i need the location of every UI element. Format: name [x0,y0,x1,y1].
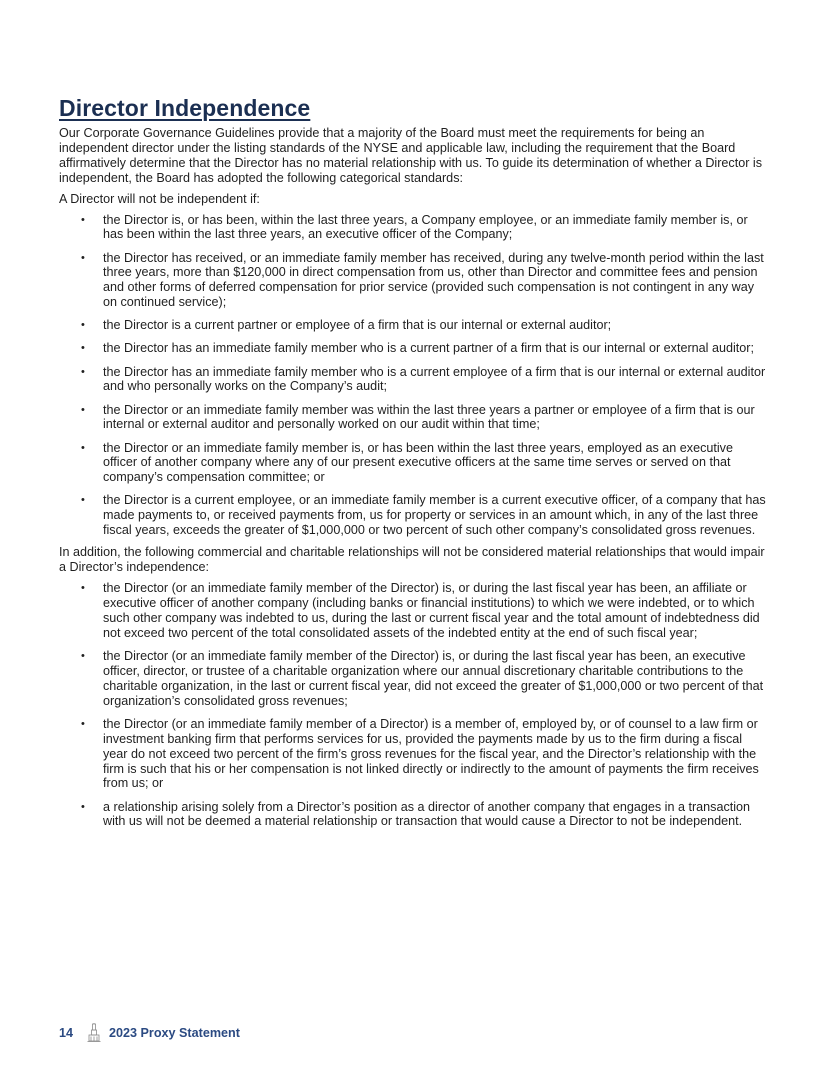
list-item [59,717,769,792]
bullet-icon: • [81,403,85,416]
tower-logo-icon [87,1023,101,1043]
bullet-icon: • [81,251,85,264]
list-item-text: the Director (or an immediate family member of a Director) is a member of, employed by, or of counsel to a law firm or investment banking firm that performs services for us, provided the payments made by us to the firm during a fiscal year do not exceed two percent of the firm’s gross revenues for the fiscal year, and the Director’s relationship with the firm is such that his or her compensation is not linked directly or indirectly to the amount of payments the firm receives from us; or [103,716,759,791]
intro-paragraph: Our Corporate Governance Guidelines provide that a majority of the Board must meet the requirements for being an independent director under the listing standards of the NYSE and applicable law, including the requirement that the Board affirmatively determine that the Director has no material relationship with us. To guide its determination of whether a Director is independent, the Board has adopted the following categorical standards: [59,126,763,185]
independence-criteria-list [59,213,769,539]
list-item-text: the Director is, or has been, within the last three years, a Company employee, or an immediate family member is, or has been within the last three years, an executive officer of the Company; [103,212,748,242]
list-item-text: the Director (or an immediate family member of the Director) is, or during the last fiscal year has been, an executive officer, director, or trustee of a charitable organization where our annual discretionary charitable contributions to the charitable organization, in the last or current fiscal year, did not exceed the greater of $1,000,000 or two percent of that organization’s consolidated gross revenues; [103,648,764,708]
list-item [59,649,769,709]
list-item-text: the Director has an immediate family member who is a current employee of a firm that is our internal or external auditor and who personally works on the Company’s audit; [103,364,766,394]
list-item [59,318,769,333]
list-item-text: the Director has an immediate family member who is a current partner of a firm that is our internal or external auditor; [103,341,754,356]
bullet-icon: • [81,342,85,355]
list-item [59,581,769,641]
list-item [59,251,769,311]
bullet-icon: • [81,319,85,332]
list2-lead: In addition, the following commercial and charitable relationships will not be considered material relationships that would impair a Director’s independence: [59,545,765,575]
list-item-text: the Director has received, or an immediate family member has received, during any twelve-month period within the last three years, more than $120,000 in direct compensation from us, other than Director and committee fees and pension and other forms of deferred compensation for prior service (provided such compensation is not contingent in any way on continued service); [103,250,764,310]
list-item-text: the Director is a current employee, or an immediate family member is a current executive officer, of a company that has made payments to, or received payments from, us for property or services in an amount which, in any of the last three fiscal years, exceeds the greater of $1,000,000 or two percent of such other company’s consolidated gross revenues. [103,493,766,538]
list-item [59,800,769,830]
list-item-text: the Director or an immediate family member is, or has been within the last three years, employed as an executive officer of another company where any of our present executive officers at the same time serves or served on that company’s compensation committee; or [103,440,733,485]
list-item [59,441,769,486]
list-item [59,403,769,433]
list-item [59,341,769,356]
bullet-icon: • [81,717,85,730]
list-item [59,365,769,395]
page-title: Director Independence [59,95,311,121]
non-material-relationships-list [59,581,769,829]
bullet-icon: • [81,365,85,378]
bullet-icon: • [81,441,85,454]
page-footer [59,1023,240,1043]
list-item [59,493,769,538]
bullet-icon: • [81,494,85,507]
list-item-text: the Director or an immediate family member was within the last three years a partner or employee of a firm that is our internal or external auditor and personally worked on our audit within that time; [103,402,755,432]
bullet-icon: • [81,213,85,226]
bullet-icon: • [81,800,85,813]
page-content [59,95,769,838]
list-item [59,213,769,243]
bullet-icon: • [81,582,85,595]
bullet-icon: • [81,649,85,662]
list-item-text: a relationship arising solely from a Director’s position as a director of another company that engages in a transaction with us will not be deemed a material relationship or transaction that would cause a Director to not be independent. [103,799,751,829]
page-number: 14 [59,1026,74,1040]
list-item-text: the Director is a current partner or employee of a firm that is our internal or external auditor; [103,318,612,333]
list-item-text: the Director (or an immediate family member of the Director) is, or during the last fiscal year has been, an affiliate or executive officer of another company (including banks or financial institutions) to which we were indebted, or to which such other company was indebted to us, during the last or current fiscal year and the total amount of indebtedness did not exceed two percent of the total consolidated assets of the indebted entity at the end of such fiscal year; [103,581,760,640]
footer-title: 2023 Proxy Statement [109,1026,240,1040]
list1-lead: A Director will not be independent if: [59,191,260,206]
